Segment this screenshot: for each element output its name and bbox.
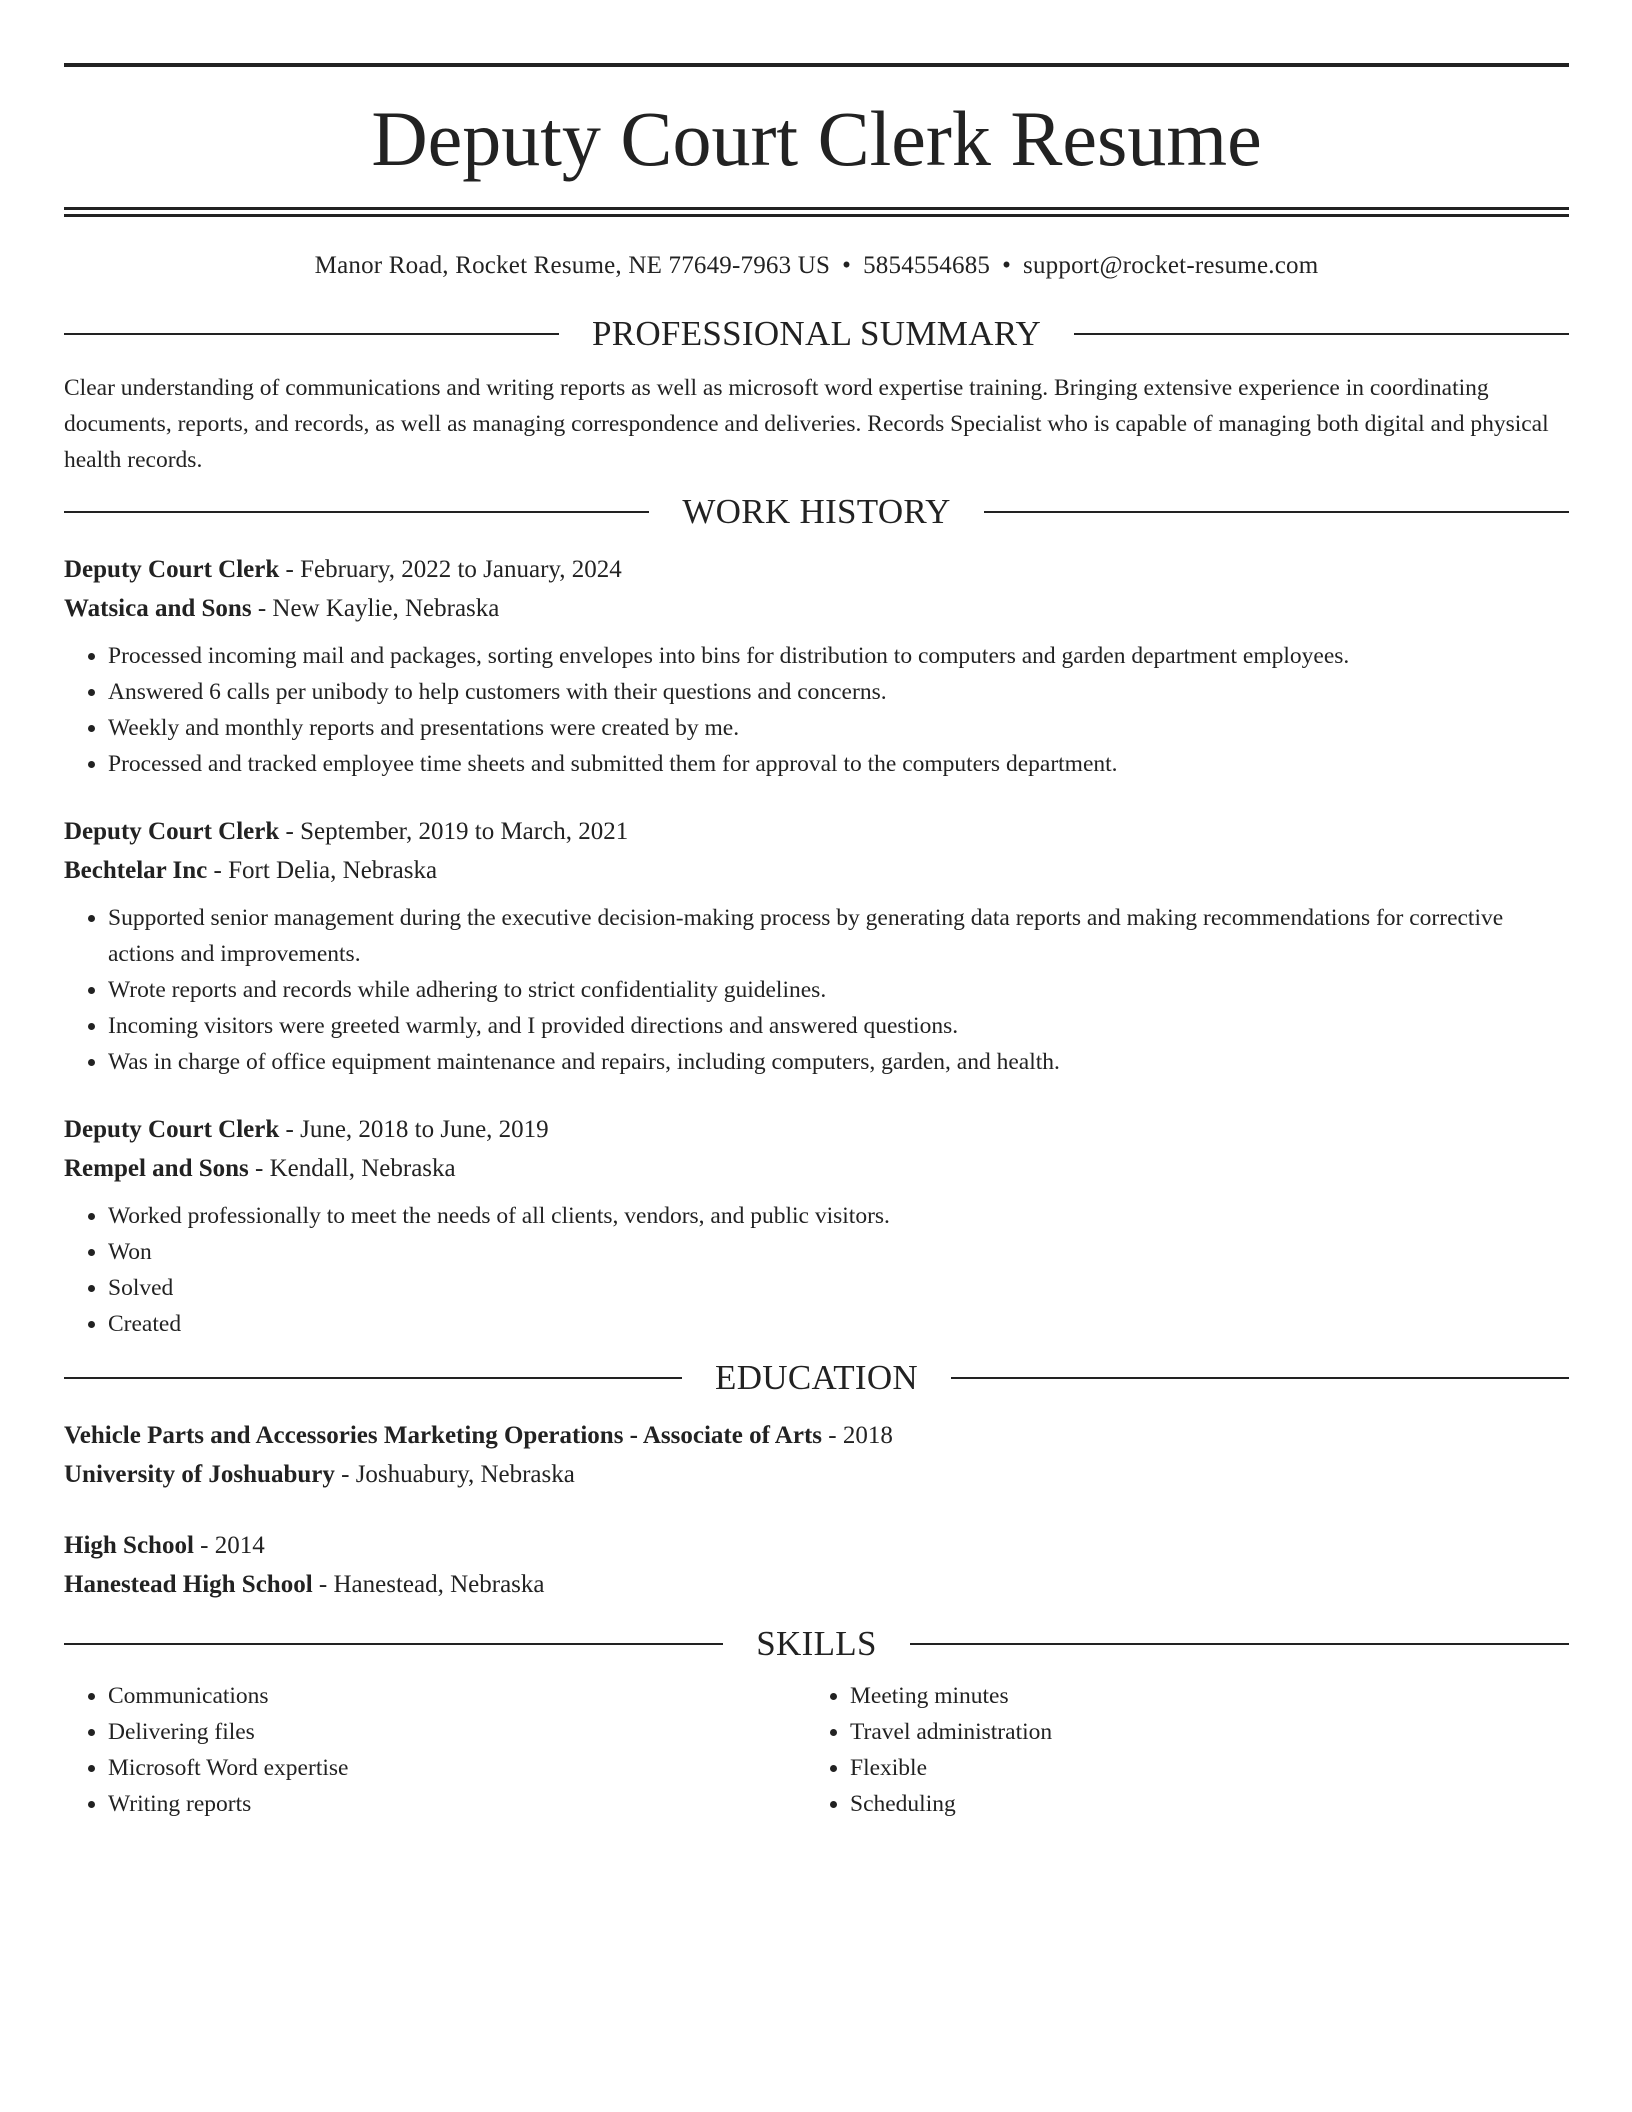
skill-item: • Delivering files [108, 1714, 806, 1750]
heading-rule-left [64, 1643, 723, 1645]
education-degree-line [64, 1416, 1569, 1455]
skills-heading-text: SKILLS [756, 1624, 877, 1663]
skill-item: • Communications [108, 1678, 806, 1714]
heading-rule-right [984, 511, 1569, 513]
skill-item: • Meeting minutes [850, 1678, 1548, 1714]
education-heading [64, 1356, 1569, 1400]
job-bullet: • Processed and tracked employee time sheets and submitted them for approval to the computers department. [108, 746, 1569, 782]
heading-rule-right [1074, 333, 1569, 335]
job-bullet: • Supported senior management during the executive decision-making process by generating data reports and making recommendations for corrective actions and improvements. [108, 900, 1569, 972]
job-bullet: • Solved [108, 1270, 1569, 1306]
skill-item: • Flexible [850, 1750, 1548, 1786]
job-company-line [64, 1149, 1569, 1188]
contact-separator: • [1002, 252, 1012, 279]
skill-item: • Microsoft Word expertise [108, 1750, 806, 1786]
education-school-line [64, 1565, 1569, 1604]
top-rule [64, 63, 1569, 67]
resume-title: Deputy Court Clerk Resume [371, 95, 1262, 182]
contact-separator: • [842, 252, 852, 279]
heading-rule-right [951, 1377, 1569, 1379]
heading-rule-left [64, 333, 559, 335]
skills-grid [64, 1678, 1569, 1822]
job-entry [64, 550, 1569, 782]
job-entry [64, 1110, 1569, 1342]
job-company: Watsica and Sons [64, 595, 252, 622]
job-bullet: • Weekly and monthly reports and presentations were created by me. [108, 710, 1569, 746]
resume-page [64, 63, 1569, 1822]
skill-item: • Writing reports [108, 1786, 806, 1822]
summary-text: Clear understanding of communications and writing reports as well as microsoft word expertise training. Bringing extensive experience in coordinating documents, reports, and records, as well as managing correspondence and deliveries. Records Specialist who is capable of managing both digital and physical health records. [64, 375, 1549, 473]
education-heading-text: EDUCATION [715, 1358, 918, 1397]
job-dates: - February, 2022 to January, 2024 [279, 556, 622, 583]
job-company: Bechtelar Inc [64, 857, 208, 884]
job-title: Deputy Court Clerk [64, 1116, 280, 1143]
job-location: - New Kaylie, Nebraska [251, 595, 500, 622]
job-location: - Kendall, Nebraska [248, 1155, 456, 1182]
job-bullet: • Created [108, 1306, 1569, 1342]
education-location: - Hanestead, Nebraska [312, 1571, 545, 1598]
contact-email: support@rocket-resume.com [1023, 252, 1319, 279]
skill-item: • Travel administration [850, 1714, 1548, 1750]
contact-address: Manor Road, Rocket Resume, NE 77649-7963 US [314, 252, 831, 279]
contact-line [64, 250, 1569, 282]
education-year: - 2014 [193, 1532, 265, 1559]
job-title: Deputy Court Clerk [64, 556, 280, 583]
skill-item: • Scheduling [850, 1786, 1548, 1822]
contact-phone: 5854554685 [863, 252, 991, 279]
education-school-line [64, 1455, 1569, 1494]
education-degree-line [64, 1526, 1569, 1565]
job-bullet: • Worked professionally to meet the needs of all clients, vendors, and public visitors. [108, 1198, 1569, 1234]
job-bullet: • Answered 6 calls per unibody to help customers with their questions and concerns. [108, 674, 1569, 710]
job-title-line [64, 812, 1569, 851]
summary-heading [64, 312, 1569, 356]
education-year: - 2018 [822, 1422, 893, 1449]
education-location: - Joshuabury, Nebraska [334, 1461, 575, 1488]
job-dates: - June, 2018 to June, 2019 [279, 1116, 549, 1143]
skills-column-left [64, 1678, 806, 1822]
education-school: Hanestead High School [64, 1571, 313, 1598]
job-bullet: • Incoming visitors were greeted warmly, and I provided directions and answered questions. [108, 1008, 1569, 1044]
heading-rule-right [910, 1643, 1569, 1645]
job-bullet: • Wrote reports and records while adhering to strict confidentiality guidelines. [108, 972, 1569, 1008]
double-rule [64, 207, 1569, 217]
job-title: Deputy Court Clerk [64, 818, 280, 845]
work-history-heading [64, 490, 1569, 534]
job-location: - Fort Delia, Nebraska [207, 857, 438, 884]
job-bullet: • Processed incoming mail and packages, sorting envelopes into bins for distribution to computers and garden department employees. [108, 638, 1569, 674]
job-entry [64, 812, 1569, 1080]
heading-rule-left [64, 1377, 682, 1379]
job-title-line [64, 550, 1569, 589]
job-company-line [64, 851, 1569, 890]
job-bullet: • Won [108, 1234, 1569, 1270]
education-school: University of Joshuabury [64, 1461, 335, 1488]
job-bullets [64, 1198, 1569, 1342]
skills-column-right [806, 1678, 1548, 1822]
education-degree: High School [64, 1532, 194, 1559]
job-dates: - September, 2019 to March, 2021 [279, 818, 629, 845]
education-degree: Vehicle Parts and Accessories Marketing Operations - Associate of Arts [64, 1422, 822, 1449]
skills-heading [64, 1622, 1569, 1666]
job-bullet: • Was in charge of office equipment maintenance and repairs, including computers, garden, and health. [108, 1044, 1569, 1080]
work-history-heading-text: WORK HISTORY [682, 492, 951, 531]
job-company-line [64, 589, 1569, 628]
heading-rule-left [64, 511, 649, 513]
job-title-line [64, 1110, 1569, 1149]
job-bullets [64, 900, 1569, 1080]
job-company: Rempel and Sons [64, 1155, 249, 1182]
education-entry [64, 1526, 1569, 1604]
summary-heading-text: PROFESSIONAL SUMMARY [591, 314, 1042, 353]
job-bullets [64, 638, 1569, 782]
education-entry [64, 1416, 1569, 1494]
